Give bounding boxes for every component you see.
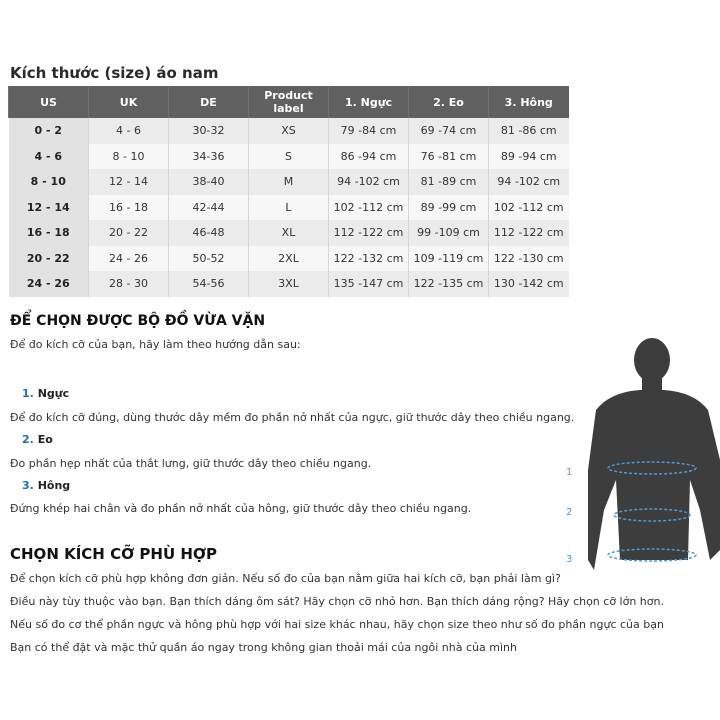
item-label: Ngực	[37, 387, 70, 400]
body-silhouette-icon	[560, 330, 720, 590]
table-cell: 50-52	[169, 246, 249, 272]
body-measurement-figure	[560, 330, 720, 590]
table-cell: 109 -119 cm	[409, 246, 489, 272]
table-cell: 54-56	[169, 271, 249, 297]
item-waist-heading	[22, 433, 53, 446]
table-cell: XL	[249, 220, 329, 246]
table-cell: 69 -74 cm	[409, 118, 489, 144]
table-cell: M	[249, 169, 329, 195]
table-cell: 8 - 10	[89, 144, 169, 170]
fit-heading: ĐỂ CHỌN ĐƯỢC BỘ ĐỒ VỪA VẶN	[10, 313, 266, 329]
table-row	[9, 220, 569, 246]
table-cell: 99 -109 cm	[409, 220, 489, 246]
table-cell: 81 -86 cm	[489, 118, 569, 144]
size-table	[8, 86, 569, 297]
table-cell: 86 -94 cm	[329, 144, 409, 170]
table-cell: 89 -94 cm	[489, 144, 569, 170]
table-cell: 122 -130 cm	[489, 246, 569, 272]
header-waist: 2. Eo	[409, 86, 489, 118]
table-row	[9, 169, 569, 195]
table-cell: 135 -147 cm	[329, 271, 409, 297]
table-cell: 0 - 2	[9, 118, 89, 144]
table-cell: 12 - 14	[9, 195, 89, 221]
item-chest-text: Để đo kích cỡ đúng, dùng thước dây mềm đo phần nở nhất của ngực, giữ thước dây theo chiều ngang.	[10, 411, 575, 424]
table-cell: L	[249, 195, 329, 221]
table-cell: 122 -132 cm	[329, 246, 409, 272]
table-row	[9, 118, 569, 144]
choose-line-1: Để chọn kích cỡ phù hợp không đơn giản. Nếu số đo của bạn nằm giữa hai kích cỡ, bạn phải làm gì?	[10, 572, 561, 585]
table-cell: 30-32	[169, 118, 249, 144]
table-row	[9, 195, 569, 221]
table-cell: 34-36	[169, 144, 249, 170]
header-us: US	[9, 86, 89, 118]
table-cell: XS	[249, 118, 329, 144]
header-product-label: Product label	[249, 86, 329, 118]
item-label: Hông	[37, 479, 71, 492]
header-chest: 1. Ngực	[329, 86, 409, 118]
header-de: DE	[169, 86, 249, 118]
table-cell: 28 - 30	[89, 271, 169, 297]
item-number: 1.	[22, 387, 34, 400]
table-cell: 12 - 14	[89, 169, 169, 195]
table-cell: 2XL	[249, 246, 329, 272]
item-waist-text: Đo phần hẹp nhất của thắt lưng, giữ thước dây theo chiều ngang.	[10, 457, 372, 470]
choose-heading: CHỌN KÍCH CỠ PHÙ HỢP	[10, 545, 218, 563]
choose-line-3: Nếu số đo cơ thể phần ngực và hông phù hợp với hai size khác nhau, hãy chọn size theo như số đo phần ngực của bạn	[10, 618, 664, 631]
marker-waist: 2	[566, 507, 573, 518]
table-cell: 122 -135 cm	[409, 271, 489, 297]
table-cell: 94 -102 cm	[489, 169, 569, 195]
table-cell: 4 - 6	[89, 118, 169, 144]
table-cell: 89 -99 cm	[409, 195, 489, 221]
table-cell: 76 -81 cm	[409, 144, 489, 170]
table-cell: 3XL	[249, 271, 329, 297]
table-header-row	[9, 86, 569, 118]
header-hip: 3. Hông	[489, 86, 569, 118]
table-row	[9, 144, 569, 170]
choose-line-2: Điều này tùy thuộc vào bạn. Bạn thích dáng ôm sát? Hãy chọn cỡ nhỏ hơn. Bạn thích dáng rộng? Hãy chọn cỡ lớn hơn.	[10, 595, 664, 608]
table-cell: 130 -142 cm	[489, 271, 569, 297]
table-cell: 8 - 10	[9, 169, 89, 195]
item-label: Eo	[37, 433, 53, 446]
choose-line-4: Bạn có thể đặt và mặc thử quần áo ngay trong không gian thoải mái của ngôi nhà của mình	[10, 641, 517, 654]
item-number: 2.	[22, 433, 34, 446]
item-chest-heading	[22, 387, 69, 400]
table-cell: 94 -102 cm	[329, 169, 409, 195]
table-cell: 4 - 6	[9, 144, 89, 170]
size-chart-title: Kích thước (size) áo nam	[10, 64, 219, 82]
table-row	[9, 271, 569, 297]
table-cell: 102 -112 cm	[489, 195, 569, 221]
marker-chest: 1	[566, 467, 573, 478]
table-cell: S	[249, 144, 329, 170]
table-cell: 16 - 18	[9, 220, 89, 246]
table-cell: 24 - 26	[9, 271, 89, 297]
table-cell: 112 -122 cm	[329, 220, 409, 246]
item-hip-heading	[22, 479, 70, 492]
table-cell: 16 - 18	[89, 195, 169, 221]
item-number: 3.	[22, 479, 34, 492]
table-cell: 79 -84 cm	[329, 118, 409, 144]
table-cell: 112 -122 cm	[489, 220, 569, 246]
table-row	[9, 246, 569, 272]
item-hip-text: Đứng khép hai chân và đo phần nở nhất của hông, giữ thước dây theo chiều ngang.	[10, 502, 472, 515]
table-cell: 20 - 22	[9, 246, 89, 272]
header-uk: UK	[89, 86, 169, 118]
table-cell: 81 -89 cm	[409, 169, 489, 195]
table-cell: 24 - 26	[89, 246, 169, 272]
table-cell: 46-48	[169, 220, 249, 246]
fit-intro: Để đo kích cỡ của bạn, hãy làm theo hướng dẫn sau:	[10, 338, 301, 351]
table-cell: 38-40	[169, 169, 249, 195]
table-cell: 102 -112 cm	[329, 195, 409, 221]
table-cell: 20 - 22	[89, 220, 169, 246]
marker-hip: 3	[566, 554, 573, 565]
table-cell: 42-44	[169, 195, 249, 221]
